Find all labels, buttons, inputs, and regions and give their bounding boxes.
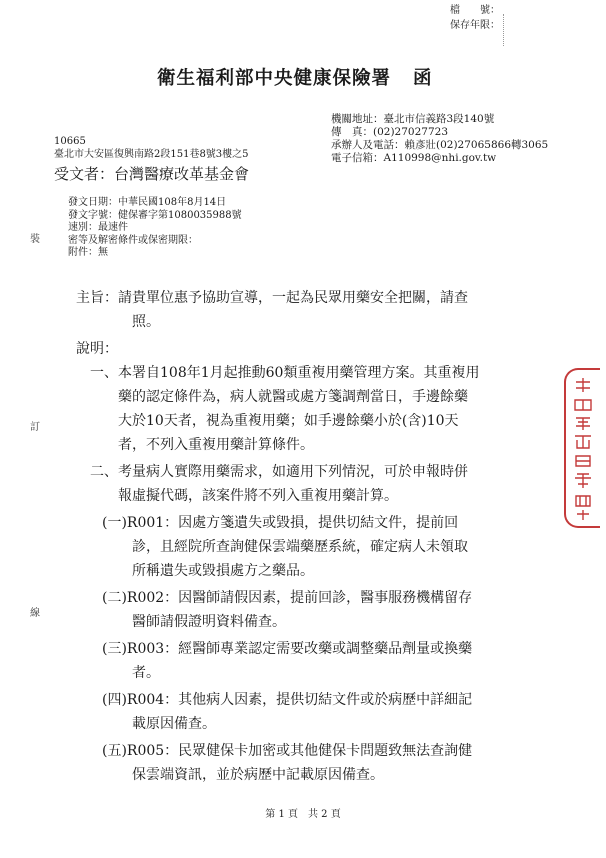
email: 電子信箱：A110998@nhi.gov.tw bbox=[331, 152, 497, 164]
binding-mark: 訂 bbox=[30, 422, 40, 433]
paragraph-line: 大於10天者，視為重複用藥；如手邊餘藥小於(含)10天 bbox=[118, 413, 459, 429]
issue-number: 發文字號：健保審字第1080035988號 bbox=[68, 209, 242, 221]
document-type: 函 bbox=[413, 68, 433, 89]
divider bbox=[503, 14, 504, 46]
binding-mark: 裝 bbox=[30, 234, 40, 245]
page-number: 第 1 頁 共 2 頁 bbox=[265, 809, 341, 820]
agency-address: 機關地址：臺北市信義路3段140號 bbox=[331, 113, 495, 125]
official-seal-stamp bbox=[564, 368, 600, 528]
contact-person: 承辦人及電話：賴彥壯(02)27065866轉3065 bbox=[331, 139, 549, 151]
list-item-line: 者。 bbox=[132, 665, 160, 681]
explanation-label: 說明： bbox=[76, 341, 118, 357]
list-item-line: 所稱遺失或毀損處方之藥品。 bbox=[132, 563, 314, 579]
recipient-name: 受文者：台灣醫療改革基金會 bbox=[54, 165, 250, 183]
subject-line: 照。 bbox=[132, 314, 160, 330]
fax: 傳 真：(02)27027723 bbox=[331, 126, 448, 138]
speed: 速別：最速件 bbox=[68, 222, 128, 233]
binding-mark: 線 bbox=[30, 608, 40, 619]
paragraph-line: 二、考量病人實際用藥需求，如適用下列情況，可於申報時併 bbox=[90, 464, 468, 480]
paragraph-line: 一、本署自108年1月起推動60類重複用藥管理方案。其重複用 bbox=[90, 365, 480, 381]
list-item-line: (五)R005：民眾健保卡加密或其他健保卡問題致無法查詢健 bbox=[102, 743, 473, 759]
attachment: 附件：無 bbox=[68, 247, 108, 258]
subject-line: 主旨：請貴單位惠予協助宣導，一起為民眾用藥安全把關，請查 bbox=[76, 290, 468, 306]
retention-label: 保存年限： bbox=[450, 20, 500, 31]
paragraph-line: 者，不列入重複用藥計算條件。 bbox=[118, 437, 314, 453]
list-item-line: (一)R001：因處方箋遺失或毀損，提供切結文件，提前回 bbox=[102, 515, 459, 531]
file-number-label: 檔 號： bbox=[450, 5, 500, 16]
recipient-address: 臺北市大安區復興南路2段151巷8號3樓之5 bbox=[54, 148, 249, 160]
issue-date: 發文日期：中華民國108年8月14日 bbox=[68, 197, 227, 208]
zip-code: 10665 bbox=[54, 136, 86, 147]
contact-block bbox=[331, 113, 548, 165]
document-header bbox=[157, 64, 433, 90]
paragraph-line: 藥的認定條件為，病人就醫或處方箋調劑當日，手邊餘藥 bbox=[118, 389, 468, 405]
list-item-line: 醫師請假證明資料備查。 bbox=[132, 614, 286, 630]
list-item-line: 診，且經院所查詢健保雲端藥歷系統，確定病人未領取 bbox=[132, 539, 468, 555]
issue-info bbox=[68, 197, 242, 260]
seal-icon bbox=[568, 374, 598, 524]
list-item-line: (三)R003：經醫師專業認定需要改藥或調整藥品劑量或換藥 bbox=[102, 641, 473, 657]
organization-name: 衛生福利部中央健康保險署 bbox=[157, 68, 392, 89]
recipient-block bbox=[54, 136, 249, 161]
list-item-line: 載原因備查。 bbox=[132, 716, 216, 732]
list-item-line: (二)R002：因醫師請假因素，提前回診，醫事服務機構留存 bbox=[102, 590, 473, 606]
paragraph-line: 報虛擬代碼，該案件將不列入重複用藥計算。 bbox=[118, 488, 398, 504]
secrecy: 密等及解密條件或保密期限： bbox=[68, 234, 198, 246]
list-item-line: 保雲端資訊，並於病歷中記載原因備查。 bbox=[132, 767, 384, 783]
list-item-line: (四)R004：其他病人因素，提供切結文件或於病歷中詳細記 bbox=[102, 692, 473, 708]
